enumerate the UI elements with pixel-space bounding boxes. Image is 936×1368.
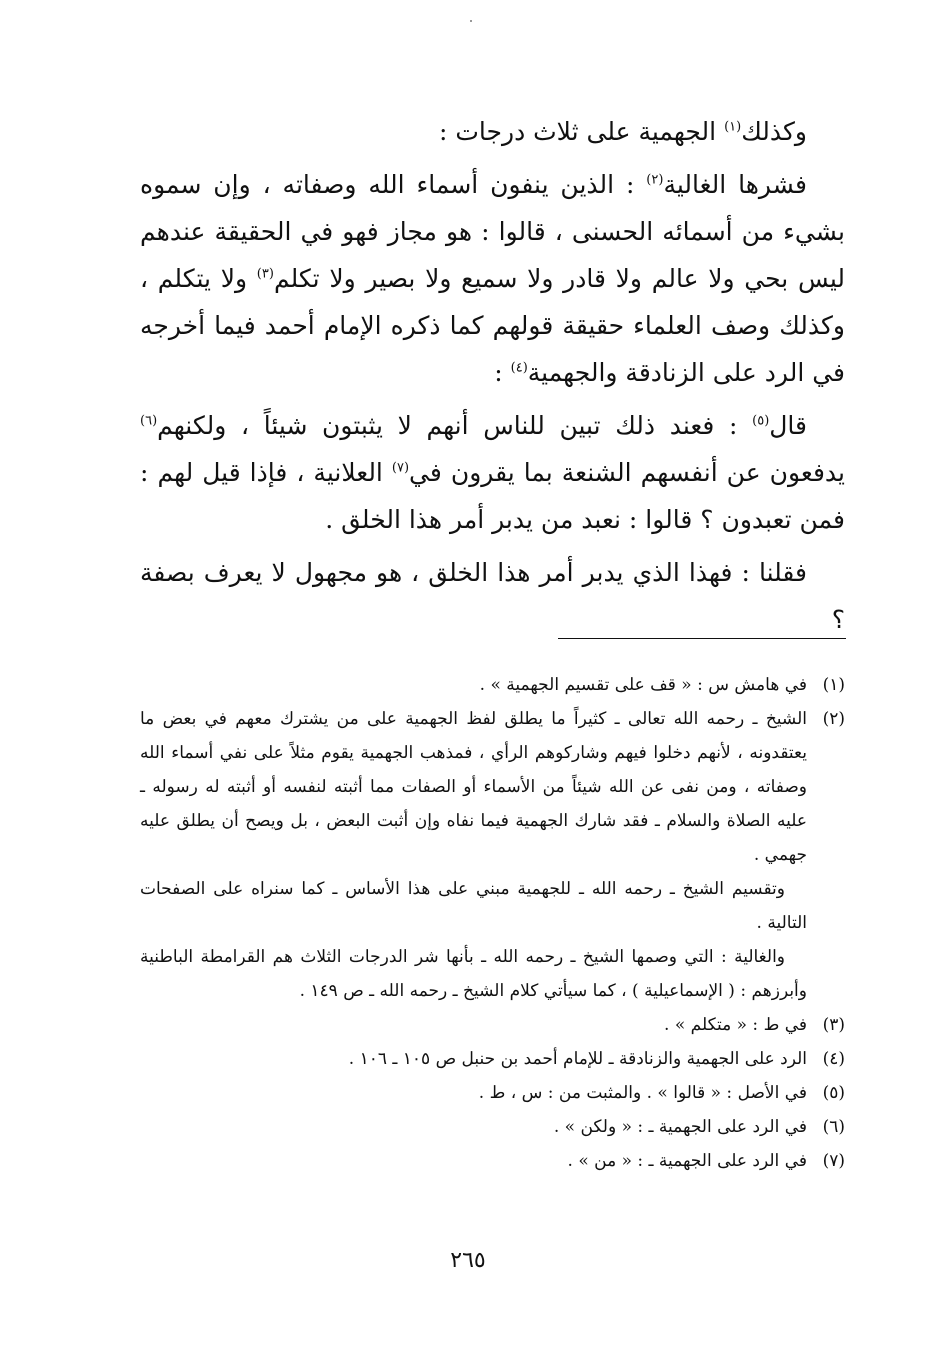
text-run: فشرها الغالية xyxy=(663,170,807,199)
footnote-1 xyxy=(140,668,845,702)
footnote-ref: (١) xyxy=(724,119,742,135)
footnote-number: (٢) xyxy=(822,709,845,729)
footnote-text: في الأصل : « قالوا » . والمثبت من : س ، ط . xyxy=(478,1083,807,1103)
footnote-number: (١) xyxy=(822,675,845,695)
footnote-number: (٦) xyxy=(822,1117,845,1137)
footnote-text: في الرد على الجهمية ـ : « من » . xyxy=(567,1151,807,1171)
text-run: يدفعون عن أنفسهم الشنعة بما يقرون في xyxy=(409,458,845,487)
paragraph-3 xyxy=(140,402,845,543)
footnote-number: (٥) xyxy=(822,1083,845,1103)
text-run: قال xyxy=(769,411,807,440)
footnote-ref: (٦) xyxy=(140,413,158,429)
footnote-separator xyxy=(558,638,846,639)
footnote-text: في الرد على الجهمية ـ : « ولكن » . xyxy=(553,1117,807,1137)
footnote-number: (٣) xyxy=(822,1015,845,1035)
text-run: العلانية ، فإذا قيل لهم : فمن تعبدون ؟ قالوا : نعبد من يدبر أمر هذا الخلق . xyxy=(140,458,845,534)
footnote-text: الشيخ ـ رحمه الله تعالى ـ كثيراً ما يطلق لفظ الجهمية على من يشترك معهم في بعض ما يعتقدونه ، لأنهم دخلوا فيهم وشاركوهم الرأي ، فمذهب الجهمية يقوم مثلاً على نفي أسماء الله وصفاته ، ومن نفى عن الله شيئاً من الأسماء أو الصفات مما أثبته لنفسه أو أثبته له رسوله ـ عليه الصلاة والسلام ـ فقد شارك الجهمية فيما نفاه وإن أثبت البعض ، بل ويصح أن يطلق عليه جهمي . xyxy=(140,709,807,865)
footnote-text: في ط : « متكلم » . xyxy=(664,1015,807,1035)
footnote-4 xyxy=(140,1042,845,1076)
footnote-ref: (٣) xyxy=(256,266,274,282)
footnote-7 xyxy=(140,1144,845,1178)
footnote-text: والغالية : التي وصمها الشيخ ـ رحمه الله ـ بأنها شر الدرجات الثلاث هم القرامطة الباطنية وأبرزهم : ( الإسماعيلية ) ، كما سيأتي كلام الشيخ ـ رحمه الله ـ ص ١٤٩ . xyxy=(140,947,807,1001)
footnotes xyxy=(140,668,845,1178)
footnote-ref: (٧) xyxy=(391,460,410,476)
main-text xyxy=(140,108,845,649)
footnote-ref: (٤) xyxy=(510,360,528,376)
text-run: : الذين ينفون أسماء الله وصفاته ، وإن سموه بشيء من أسمائه الحسنى ، قالوا : هو مجاز فهو في الحقيقة عندهم ليس بحي ولا عالم ولا قادر ولا سميع ولا بصير ولا تكلم xyxy=(140,170,845,293)
text-run: : فعند ذلك تبين للناس أنهم لا يثبتون شيئاً ، ولكنهم xyxy=(157,411,753,440)
paragraph-2 xyxy=(140,161,845,396)
text-run: ولا يتكلم ، وكذلك وصف العلماء حقيقة قولهم كما ذكره الإمام أحمد فيما أخرجه في الرد على الزنادقة والجهمية xyxy=(140,264,845,387)
footnote-5 xyxy=(140,1076,845,1110)
footnote-6 xyxy=(140,1110,845,1144)
page-number: ٢٦٥ xyxy=(450,1248,486,1273)
footnote-text: الرد على الجهمية والزنادقة ـ للإمام أحمد بن حنبل ص ١٠٥ ـ ١٠٦ . xyxy=(348,1049,807,1069)
text-run: وكذلك xyxy=(741,117,807,146)
paragraph-1 xyxy=(140,108,845,155)
footnote-2 xyxy=(140,702,845,1008)
paragraph-4: فقلنا : فهذا الذي يدبر أمر هذا الخلق ، هو مجهول لا يعرف بصفة ؟ xyxy=(140,558,845,634)
footnote-text: وتقسيم الشيخ ـ رحمه الله ـ للجهمية مبني على هذا الأساس ـ كما سنراه على الصفحات التالية . xyxy=(140,879,807,933)
text-run: : xyxy=(494,358,511,387)
footnote-ref: (٥) xyxy=(752,413,770,429)
footnote-ref: (٢) xyxy=(646,172,664,188)
scan-speck xyxy=(470,20,472,22)
footnote-number: (٧) xyxy=(822,1151,845,1171)
text-run: الجهمية على ثلاث درجات : xyxy=(439,117,725,146)
footnote-3 xyxy=(140,1008,845,1042)
footnote-text: في هامش س : « قف على تقسيم الجهمية » . xyxy=(479,675,807,695)
footnote-number: (٤) xyxy=(822,1049,845,1069)
